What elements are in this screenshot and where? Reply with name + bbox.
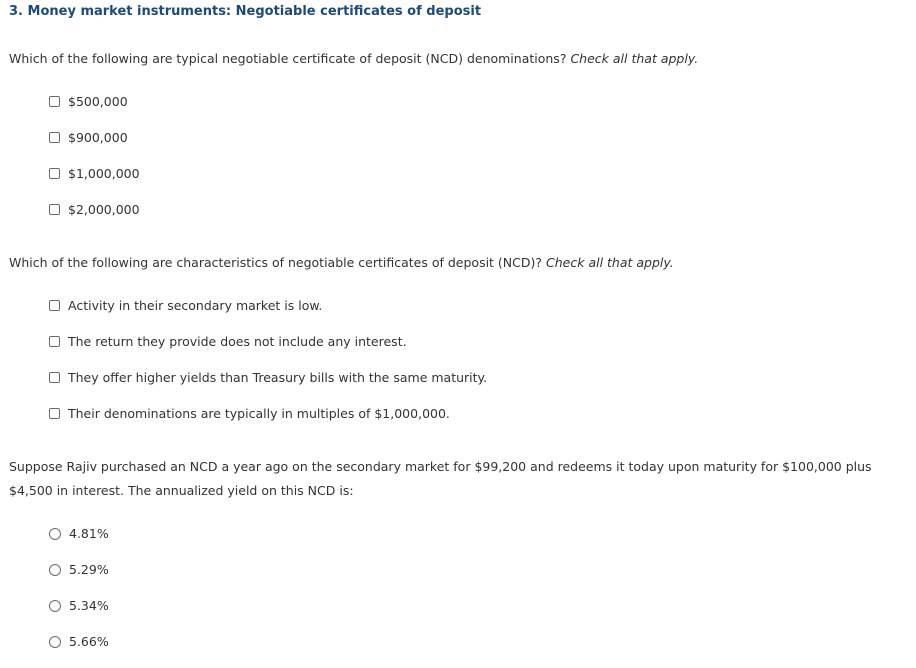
q2-option-no-interest[interactable]: [49, 334, 407, 349]
option-label: The return they provide does not include any interest.: [68, 334, 407, 349]
checkbox[interactable]: [49, 372, 60, 383]
option-label: 5.29%: [69, 562, 109, 577]
option-label: $2,000,000: [68, 202, 140, 217]
checkbox[interactable]: [49, 204, 60, 215]
question-2-prompt: [9, 251, 909, 275]
checkbox[interactable]: [49, 300, 60, 311]
q3-option-5-29[interactable]: [49, 562, 109, 577]
question-1-hint: Check all that apply.: [570, 51, 699, 66]
q3-option-5-34[interactable]: [49, 598, 109, 613]
option-label: They offer higher yields than Treasury bills with the same maturity.: [68, 370, 488, 385]
q2-option-multiples-of-million[interactable]: [49, 406, 450, 421]
section-title: 3. Money market instruments: Negotiable certificates of deposit: [9, 4, 482, 19]
option-label: 4.81%: [69, 526, 109, 541]
option-label: 5.34%: [69, 598, 109, 613]
checkbox[interactable]: [49, 408, 60, 419]
q1-option-2000000[interactable]: [49, 202, 140, 217]
q2-option-low-secondary-activity[interactable]: [49, 298, 322, 313]
option-label: $1,000,000: [68, 166, 140, 181]
question-2-text: Which of the following are characteristics of negotiable certificates of deposit (NCD)?: [9, 255, 543, 270]
checkbox[interactable]: [49, 168, 60, 179]
q1-option-1000000[interactable]: [49, 166, 140, 181]
q3-option-5-66[interactable]: [49, 634, 109, 649]
radio-button[interactable]: [49, 636, 61, 648]
question-1-text: Which of the following are typical negotiable certificate of deposit (NCD) denominations?: [9, 51, 567, 66]
question-3-prompt: Suppose Rajiv purchased an NCD a year ago on the secondary market for $99,200 and redeems it today upon maturity for $100,000 plus $4,500 in interest. The annualized yield on this NCD is:: [9, 459, 872, 498]
radio-button[interactable]: [49, 564, 61, 576]
q1-option-900000[interactable]: [49, 130, 128, 145]
option-label: $900,000: [68, 130, 128, 145]
radio-button[interactable]: [49, 528, 61, 540]
q3-option-4-81[interactable]: [49, 526, 109, 541]
option-label: $500,000: [68, 94, 128, 109]
question-2-hint: Check all that apply.: [546, 255, 674, 270]
checkbox[interactable]: [49, 132, 60, 143]
checkbox[interactable]: [49, 96, 60, 107]
option-label: Their denominations are typically in multiples of $1,000,000.: [68, 406, 450, 421]
option-label: 5.66%: [69, 634, 109, 649]
q1-option-500000[interactable]: [49, 94, 128, 109]
checkbox[interactable]: [49, 336, 60, 347]
question-1-prompt: [9, 47, 909, 71]
option-label: Activity in their secondary market is low.: [68, 298, 323, 313]
radio-button[interactable]: [49, 600, 61, 612]
q2-option-higher-yields[interactable]: [49, 370, 487, 385]
